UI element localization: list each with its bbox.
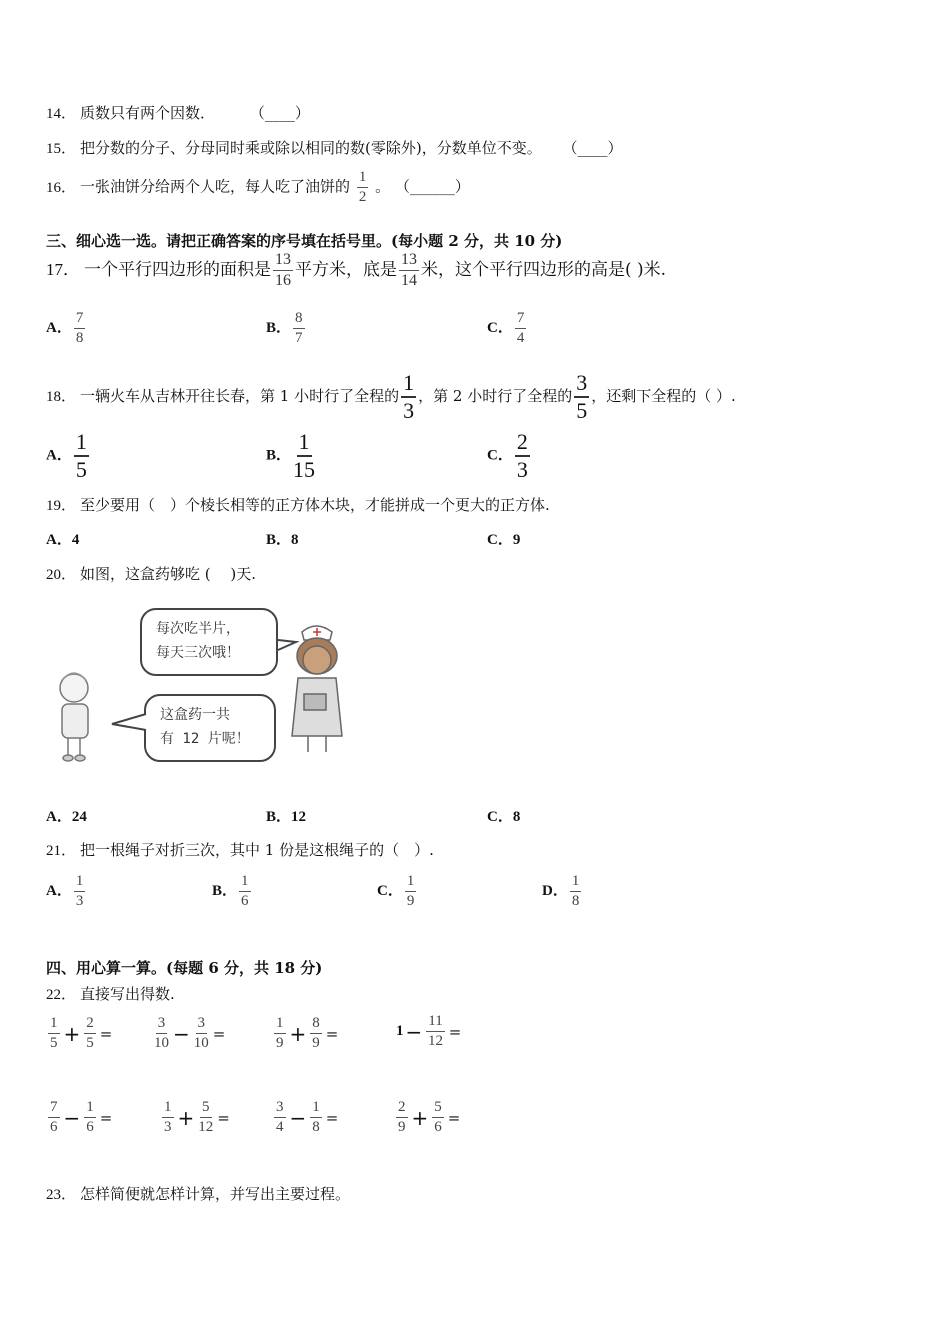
question-text: 把分数的分子、分母同时乘或除以相同的数(零除外)，分数单位不变。: [80, 139, 542, 157]
option-a[interactable]: A． $\frac{7}{8}$: [46, 310, 84, 346]
question-number: 16．: [46, 179, 77, 196]
option-b[interactable]: B． $\frac{1}{15}$: [266, 429, 316, 482]
fraction: $\frac{2}{5}$: [86, 1015, 94, 1051]
question-number: 19．: [46, 498, 77, 514]
question-number: 20．: [46, 567, 77, 583]
calc-item: $\frac{1}{9}$ + $\frac{8}{9}$ =: [276, 1015, 339, 1051]
question-number: 22．: [46, 987, 77, 1003]
option-d[interactable]: D． $\frac{1}{8}$: [542, 873, 580, 909]
option-c[interactable]: C． $\frac{7}{4}$: [487, 310, 525, 346]
question-text: 如图，这盒药够吃 ( )天.: [80, 565, 257, 583]
question-number: 21．: [46, 843, 77, 859]
question-23: [46, 1183, 350, 1204]
fraction: $\frac{1}{3}$: [75, 873, 84, 909]
child-speech-bubble: 这盒药一共 有 12 片呢！: [144, 694, 276, 762]
option-b[interactable]: B．12: [266, 809, 307, 825]
option-c[interactable]: C． $\frac{1}{9}$: [377, 873, 415, 909]
fraction: $\frac{3}{10}$: [193, 1015, 209, 1051]
question-22: [46, 983, 175, 1004]
question-17: 17． 一个平行四边形的面积是 $\frac{13}{16}$ 平方米，底是 $\frac{13}{14}$ 米，这个平行四边形的高是( )米.: [46, 251, 667, 289]
answer-blank: （____）: [562, 139, 623, 157]
option-c[interactable]: C．8: [487, 809, 521, 825]
fraction: $\frac{1}{2}$: [358, 169, 367, 205]
question-20: [46, 563, 256, 584]
fraction: $\frac{13}{16}$: [275, 251, 291, 289]
calc-item: $\frac{2}{9}$ + $\frac{5}{6}$ =: [398, 1099, 461, 1135]
question-18: 18． 一辆火车从吉林开往长春，第 1 小时行了全程的 $\frac{1}{3}$ ，第 2 小时行了全程的 $\frac{3}{5}$ ，还剩下全程的（ ）.: [46, 370, 736, 423]
fraction: $\frac{2}{9}$: [398, 1099, 406, 1135]
question-number: 23．: [46, 1187, 77, 1203]
question-14: [46, 102, 310, 123]
fraction: $\frac{1}{15}$: [293, 429, 316, 482]
fraction: $\frac{1}{5}$: [75, 429, 87, 482]
question-number: 15．: [46, 141, 77, 157]
section-4-heading: 四、用心算一算。(每题 6 分，共 18 分): [46, 959, 323, 977]
calc-item: $\frac{3}{10}$ − $\frac{3}{10}$ =: [154, 1015, 226, 1051]
fraction: $\frac{1}{9}$: [406, 873, 415, 909]
question-text: 质数只有两个因数．: [80, 104, 216, 122]
answer-blank: （____）: [249, 104, 310, 122]
illustration: [46, 600, 366, 780]
fraction: $\frac{7}{4}$: [516, 310, 525, 346]
answer-blank: （______）: [394, 177, 470, 196]
calc-item: $\frac{1}{5}$ + $\frac{2}{5}$ =: [50, 1015, 113, 1051]
fraction: $\frac{1}{8}$: [571, 873, 580, 909]
fraction: $\frac{3}{10}$: [154, 1015, 169, 1051]
calc-item: $\frac{3}{4}$ − $\frac{1}{8}$ =: [276, 1099, 339, 1135]
option-b[interactable]: B． $\frac{8}{7}$: [266, 310, 303, 346]
option-c[interactable]: C． $\frac{2}{3}$: [487, 429, 528, 482]
option-a[interactable]: A． $\frac{1}{3}$: [46, 873, 84, 909]
question-16: 16． 一张油饼分给两个人吃，每人吃了油饼的 $\frac{1}{2}$ 。 （______）: [46, 169, 470, 205]
fraction: $\frac{2}{3}$: [516, 429, 528, 482]
question-text: 一张油饼分给两个人吃，每人吃了油饼的: [80, 177, 351, 196]
fraction: $\frac{13}{14}$: [401, 251, 417, 289]
question-text: 直接写出得数.: [80, 985, 175, 1003]
calc-item: $\frac{1}{3}$ + $\frac{5}{12}$ =: [164, 1099, 230, 1135]
bubble-tail: [278, 640, 296, 650]
fraction: $\frac{1}{8}$: [312, 1099, 320, 1135]
question-15: [46, 137, 623, 158]
option-b[interactable]: B． $\frac{1}{6}$: [212, 873, 249, 909]
option-b[interactable]: B．8: [266, 532, 299, 548]
question-text: 至少要用（ ）个棱长相等的正方体木块，才能拼成一个更大的正方体.: [80, 496, 550, 514]
option-c[interactable]: C．9: [487, 532, 521, 548]
fraction: $\frac{1}{5}$: [50, 1015, 58, 1051]
question-21: [46, 839, 434, 860]
bubble-tail: [112, 714, 146, 730]
nurse-speech-bubble: 每次吃半片， 每天三次哦！: [140, 608, 278, 676]
child-figure-icon: [60, 673, 88, 761]
fraction: $\frac{1}{6}$: [86, 1099, 94, 1135]
question-19: [46, 494, 550, 515]
fraction: $\frac{3}{4}$: [276, 1099, 284, 1135]
option-a[interactable]: A． $\frac{1}{5}$: [46, 429, 87, 482]
question-number: 17．: [46, 260, 80, 279]
calc-item: 1 − $\frac{11}{12}$ =: [396, 1013, 462, 1049]
calc-item: $\frac{7}{6}$ − $\frac{1}{6}$ =: [50, 1099, 113, 1135]
question-number: 14．: [46, 106, 77, 122]
fraction: $\frac{1}{9}$: [276, 1015, 284, 1051]
fraction: $\frac{7}{6}$: [50, 1099, 58, 1135]
fraction: $\frac{8}{9}$: [312, 1015, 320, 1051]
fraction: $\frac{3}{5}$: [576, 370, 588, 423]
section-3-heading: 三、细心选一选。请把正确答案的序号填在括号里。(每小题 2 分，共 10 分): [46, 232, 563, 250]
fraction: $\frac{5}{12}$: [198, 1099, 214, 1135]
fraction: $\frac{7}{8}$: [75, 310, 84, 346]
option-a[interactable]: A．24: [46, 809, 87, 825]
fraction: $\frac{1}{3}$: [164, 1099, 172, 1135]
nurse-figure-icon: [292, 626, 342, 752]
fraction: $\frac{1}{6}$: [241, 873, 249, 909]
fraction: $\frac{1}{3}$: [403, 370, 415, 423]
option-a[interactable]: A．4: [46, 532, 80, 548]
question-text: 怎样简便就怎样计算，并写出主要过程。: [80, 1185, 351, 1203]
question-text: 把一根绳子对折三次，其中 1 份是这根绳子的（ ）.: [80, 841, 434, 859]
fraction: $\frac{5}{6}$: [434, 1099, 442, 1135]
fraction: $\frac{8}{7}$: [295, 310, 303, 346]
question-number: 18．: [46, 389, 77, 405]
fraction: $\frac{11}{12}$: [427, 1013, 443, 1049]
